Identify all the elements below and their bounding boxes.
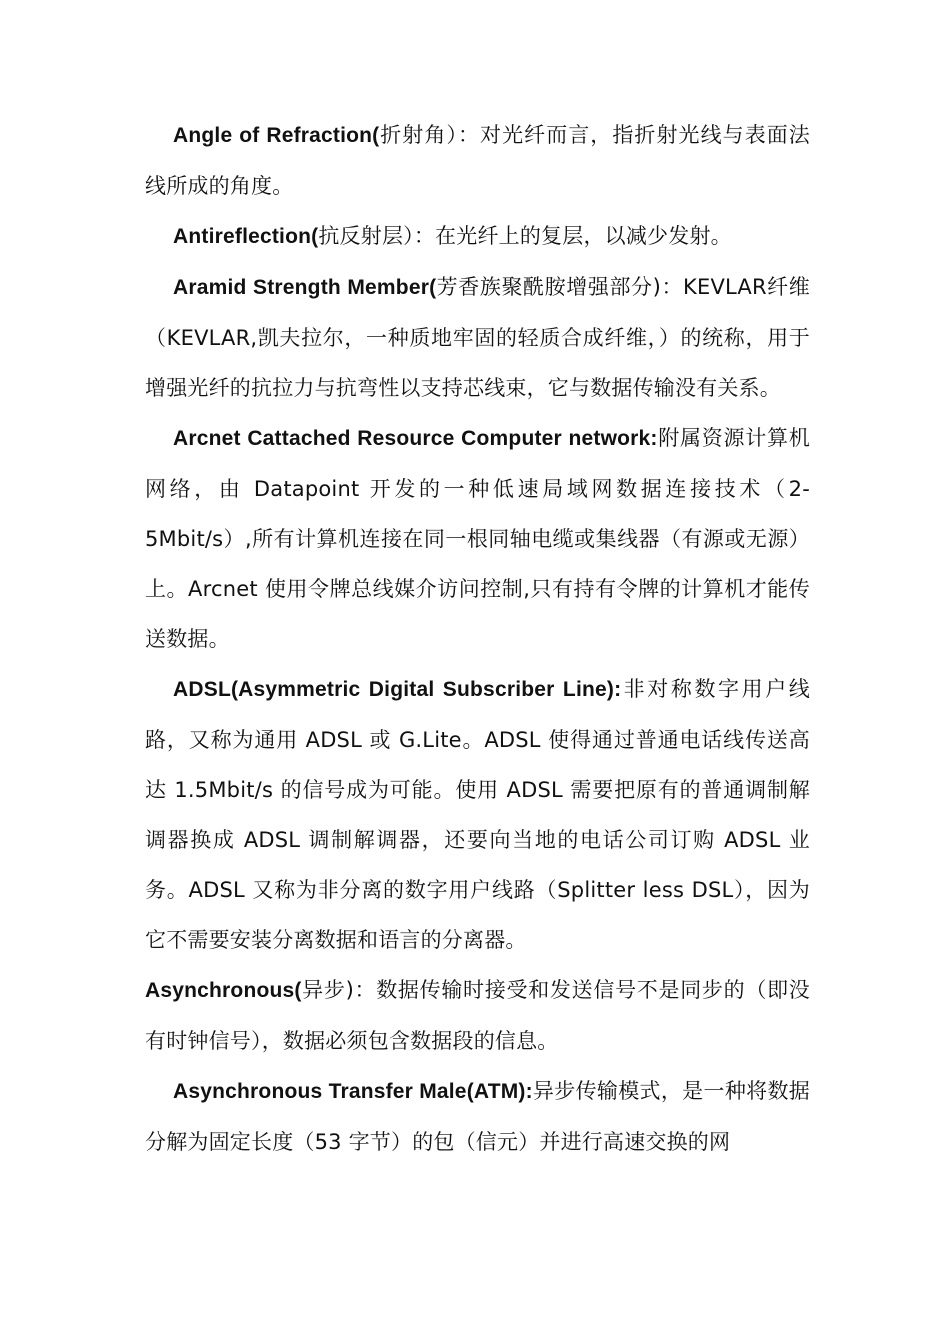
- entry-definition: 异步)：数据传输时接受和发送信号不是同步的（即没有时钟信号），数据必须包含数据段的信息。: [145, 978, 810, 1053]
- entry-term: Asynchronous(: [145, 979, 302, 1002]
- document-page: [145, 110, 810, 1167]
- entry-definition: 折射角）：对光纤而言，指折射光线与表面法线所成的角度。: [145, 123, 811, 198]
- entry-definition: 抗反射层）：在光纤上的复层，以减少发射。: [318, 224, 732, 248]
- entry-definition: 附属资源计算机网络，由 Datapoint 开发的一种低速局域网数据连接技术（2-5Mbit/s）,所有计算机连接在同一根同轴电缆或集线器（有源或无源）上。Arcnet 使用令牌总线媒介访问控制,只有持有令牌的计算机才能传送数据。: [145, 426, 810, 651]
- entry-term: Aramid Strength Member(: [173, 276, 437, 299]
- glossary-entry-aramid-strength-member: [145, 262, 810, 413]
- glossary-entry-arcnet: [145, 413, 810, 664]
- entry-term: Antireflection(: [173, 225, 319, 248]
- entry-term: Asynchronous Transfer Male(ATM):: [173, 1080, 533, 1103]
- glossary-entry-angle-of-refraction: [145, 110, 810, 211]
- entry-term: Arcnet Cattached Resource Computer network:: [173, 427, 658, 450]
- entry-definition: 非对称数字用户线路，又称为通用 ADSL 或 G.Lite。ADSL 使得通过普通电话线传送高达 1.5Mbit/s 的信号成为可能。使用 ADSL 需要把原有的普通调制解调器换成 ADSL 调制解调器，还要向当地的电话公司订购 ADSL 业务。ADSL 又称为非分离的数字用户线路（Splitter less DSL），因为它不需要安装分离数据和语言的分离器。: [145, 677, 810, 952]
- entry-term: Angle of Refraction(: [173, 124, 380, 147]
- entry-definition: 异步传输模式，是一种将数据分解为固定长度（53 字节）的包（信元）并进行高速交换的网: [145, 1079, 810, 1154]
- glossary-entry-antireflection: [145, 211, 810, 262]
- glossary-entry-asynchronous: [145, 965, 810, 1066]
- glossary-entry-adsl: [145, 664, 810, 965]
- entry-term: ADSL(Asymmetric Digital Subscriber Line):: [173, 678, 622, 701]
- entry-definition: 芳香族聚酰胺增强部分)：KEVLAR纤维（KEVLAR,凯夫拉尔，一种质地牢固的轻质合成纤维，）的统称，用于增强光纤的抗拉力与抗弯性以支持芯线束，它与数据传输没有关系。: [145, 275, 810, 400]
- glossary-entry-atm: [145, 1066, 810, 1167]
